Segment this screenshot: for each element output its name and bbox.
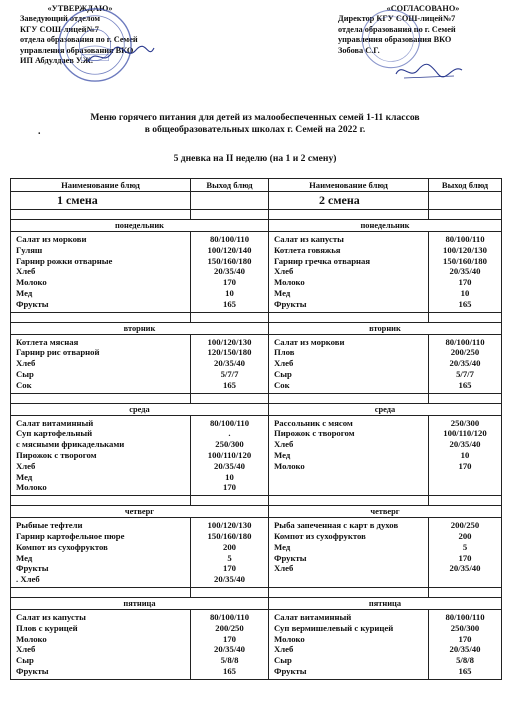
portion-value: 150/160/180 bbox=[207, 530, 252, 541]
approve-line: отдела образования по г. Семей bbox=[20, 35, 138, 45]
menu-table bbox=[10, 178, 502, 680]
portion-list-left bbox=[191, 518, 269, 588]
portion-value: 250/300 bbox=[450, 622, 480, 633]
portion-value: 100/120/130 bbox=[207, 336, 252, 347]
portion-value: 80/100/110 bbox=[445, 611, 485, 622]
dish-name: Гарнир картофельное пюре bbox=[16, 530, 125, 541]
table-row bbox=[11, 415, 502, 496]
dish-name: Мед bbox=[16, 287, 33, 298]
portion-value: 200 bbox=[222, 541, 237, 552]
column-header: Выход блюд bbox=[191, 179, 269, 192]
empty-cell bbox=[269, 496, 429, 506]
portion-value: 80/100/110 bbox=[209, 234, 250, 244]
portion-list-left bbox=[191, 609, 269, 679]
portion-value: 200/250 bbox=[450, 347, 480, 358]
dish-name: Хлеб bbox=[274, 644, 294, 655]
title-line-2: в общеобразовательных школах г. Семей на 2022 г. bbox=[144, 124, 366, 136]
day-label-left: среда bbox=[11, 403, 269, 415]
dish-name: Мед bbox=[274, 541, 291, 552]
dish-name: Мед bbox=[16, 552, 33, 563]
portion-value: 10 bbox=[225, 471, 234, 482]
dish-name: Плов bbox=[274, 347, 295, 358]
portion-list-left bbox=[191, 232, 269, 313]
dish-name: Хлеб bbox=[16, 358, 36, 369]
empty-cell bbox=[269, 393, 429, 403]
portion-value: 165 bbox=[458, 665, 472, 676]
approve-line: Заведующий отделом bbox=[20, 14, 101, 24]
dish-name: Хлеб bbox=[274, 266, 294, 277]
portion-value: 170 bbox=[222, 482, 237, 493]
dish-name: . Хлеб bbox=[16, 574, 40, 585]
approve-line: КГУ СОШ-лицей№7 bbox=[20, 24, 99, 34]
day-header-row bbox=[11, 597, 502, 609]
signature-icon bbox=[394, 58, 464, 84]
dish-name: Хлеб bbox=[16, 266, 36, 277]
empty-cell bbox=[191, 192, 269, 210]
dish-list-left bbox=[11, 415, 191, 496]
approve-signatory: ИП Абдулдаев У.Ж. bbox=[20, 56, 93, 66]
portion-value: 200 bbox=[458, 530, 472, 541]
dish-name: Фрукты bbox=[16, 298, 49, 309]
portion-value: . bbox=[228, 428, 231, 439]
portion-value: 20/35/40 bbox=[449, 563, 481, 574]
empty-cell bbox=[429, 192, 502, 210]
dish-name: Молоко bbox=[274, 460, 305, 471]
empty-cell bbox=[11, 587, 191, 597]
portion-list-right bbox=[429, 518, 502, 588]
day-header-row bbox=[11, 403, 502, 415]
empty-cell bbox=[429, 587, 502, 597]
portion-value: 200/250 bbox=[215, 622, 244, 633]
day-header-row bbox=[11, 220, 502, 232]
dish-name: Сыр bbox=[16, 368, 34, 379]
dish-name: с мясными фрикадельками bbox=[16, 439, 125, 450]
portion-value: 20/35/40 bbox=[214, 460, 245, 471]
dish-name: Компот из сухофруктов bbox=[16, 541, 108, 552]
document-title bbox=[60, 112, 450, 136]
portion-value: 150/160/180 bbox=[207, 255, 252, 266]
day-header-row bbox=[11, 506, 502, 518]
approve-line: управления образования ВКО bbox=[20, 45, 134, 55]
shift-1-label: 1 смена bbox=[11, 192, 191, 210]
table-row bbox=[11, 232, 502, 313]
dish-name: Рыбные тефтели bbox=[16, 520, 83, 531]
dish-name: Фрукты bbox=[274, 552, 307, 563]
dish-name: Салат витаминный bbox=[16, 417, 94, 428]
dish-name: Рассольник с мясом bbox=[274, 417, 353, 428]
portion-value: 5 bbox=[462, 541, 468, 552]
dish-name: Гуляш bbox=[16, 244, 43, 255]
portion-value: 20/35/40 bbox=[214, 574, 245, 585]
portion-value: 20/35/40 bbox=[449, 644, 481, 655]
portion-value: 170 bbox=[458, 633, 472, 644]
dish-name: Хлеб bbox=[274, 563, 294, 574]
empty-cell bbox=[191, 393, 269, 403]
dish-list-left bbox=[11, 232, 191, 313]
dish-name: Котлета говяжья bbox=[274, 244, 341, 255]
portion-value: 20/35/40 bbox=[214, 644, 245, 655]
portion-value: 170 bbox=[458, 277, 472, 288]
portion-value: 165 bbox=[222, 665, 237, 676]
table-row bbox=[11, 609, 502, 679]
table-row bbox=[11, 334, 502, 393]
table-header-row bbox=[11, 179, 502, 192]
empty-cell bbox=[191, 496, 269, 506]
portion-value: 100/120/130 bbox=[443, 244, 487, 255]
dish-list-left bbox=[11, 609, 191, 679]
dish-name: Сыр bbox=[274, 368, 292, 379]
portion-value: 100/110/120 bbox=[443, 428, 487, 439]
dish-name: Мед bbox=[16, 471, 33, 482]
dish-name: Сок bbox=[274, 379, 290, 390]
empty-cell bbox=[11, 312, 191, 322]
day-label-left: пятница bbox=[11, 597, 269, 609]
portion-value: 170 bbox=[222, 563, 237, 574]
spacer-row bbox=[11, 393, 502, 403]
empty-cell bbox=[191, 312, 269, 322]
column-header: Наименование блюд bbox=[11, 179, 191, 192]
portion-value: 5 bbox=[227, 552, 232, 563]
dish-name: Хлеб bbox=[274, 358, 294, 369]
dish-name: Плов с курицей bbox=[16, 622, 78, 633]
dish-name: Молоко bbox=[16, 633, 47, 644]
dish-name: Компот из сухофруктов bbox=[274, 530, 366, 541]
portion-value: 20/35/40 bbox=[449, 266, 481, 277]
dish-name: Фрукты bbox=[16, 665, 49, 676]
portion-value: 165 bbox=[222, 298, 237, 309]
dish-name: Салат из моркови bbox=[274, 336, 345, 347]
day-header-row bbox=[11, 322, 502, 334]
portion-value: 100/120/130 bbox=[207, 520, 252, 531]
day-label-left: понедельник bbox=[11, 220, 269, 232]
day-label-left: четверг bbox=[11, 506, 269, 518]
portion-value: 5/7/7 bbox=[456, 368, 474, 379]
dish-name: Салат из моркови bbox=[16, 234, 87, 244]
empty-cell bbox=[269, 312, 429, 322]
dish-name: Хлеб bbox=[16, 460, 36, 471]
dish-name: Салат из капусты bbox=[274, 234, 344, 244]
dish-name: Сыр bbox=[274, 655, 292, 666]
portion-value: 120/150/180 bbox=[207, 347, 252, 358]
portion-value: 170 bbox=[222, 277, 237, 288]
portion-value: 20/35/40 bbox=[214, 266, 245, 277]
empty-cell bbox=[11, 496, 191, 506]
portion-list-left bbox=[191, 334, 269, 393]
spacer-row bbox=[11, 312, 502, 322]
dish-name: Молоко bbox=[16, 482, 47, 493]
empty-cell bbox=[11, 210, 191, 220]
portion-value: 165 bbox=[222, 379, 237, 390]
portion-value: 10 bbox=[225, 287, 234, 298]
portion-value: 165 bbox=[458, 298, 472, 309]
dish-name: Мед bbox=[274, 287, 291, 298]
dish-list-right bbox=[269, 518, 429, 588]
portion-value: 20/35/40 bbox=[449, 439, 481, 450]
day-label-right: среда bbox=[269, 403, 502, 415]
dish-name: Фрукты bbox=[16, 563, 49, 574]
dish-list-right bbox=[269, 609, 429, 679]
dish-name: Суп картофельный bbox=[16, 428, 93, 439]
portion-value: 150/160/180 bbox=[443, 255, 487, 266]
dish-name: Фрукты bbox=[274, 665, 307, 676]
portion-value: 170 bbox=[458, 552, 472, 563]
approve-line: управления образования ВКО bbox=[338, 35, 452, 45]
approve-line: отдела образования по г. Семей bbox=[338, 24, 456, 34]
portion-list-right bbox=[429, 609, 502, 679]
portion-value: 165 bbox=[458, 379, 472, 390]
approve-signatory: Зобова С.Г. bbox=[338, 45, 380, 55]
portion-value: 80/100/110 bbox=[209, 417, 250, 428]
approval-block-right bbox=[338, 4, 508, 56]
column-header: Наименование блюд bbox=[269, 179, 429, 192]
spacer-row bbox=[11, 210, 502, 220]
portion-value: 20/35/40 bbox=[214, 358, 245, 369]
portion-value: 80/100/110 bbox=[209, 611, 250, 622]
portion-list-right bbox=[429, 334, 502, 393]
empty-cell bbox=[191, 210, 269, 220]
portion-value: 170 bbox=[458, 460, 472, 471]
dish-list-right bbox=[269, 334, 429, 393]
dish-name: Хлеб bbox=[16, 644, 36, 655]
portion-value: 5/7/7 bbox=[220, 368, 239, 379]
dish-name: Гарнир рожки отварные bbox=[16, 255, 113, 266]
empty-cell bbox=[429, 496, 502, 506]
spacer-row bbox=[11, 587, 502, 597]
approve-heading: «УТВЕРЖДАЮ» bbox=[47, 4, 113, 13]
dish-name: Гарнир гречка отварная bbox=[274, 255, 371, 266]
dish-name: Молоко bbox=[274, 633, 305, 644]
portion-value: 5/8/8 bbox=[456, 655, 474, 666]
dish-name: Суп вермишелевый с курицей bbox=[274, 622, 394, 633]
empty-cell bbox=[429, 210, 502, 220]
dish-name: Пирожок с творогом bbox=[16, 449, 97, 460]
dish-list-right bbox=[269, 415, 429, 496]
dish-name: Салат из капусты bbox=[16, 611, 86, 622]
portion-value: 200/250 bbox=[450, 520, 480, 531]
day-label-right: понедельник bbox=[269, 220, 502, 232]
approve-line: Директор КГУ СОШ-лицей№7 bbox=[338, 14, 456, 24]
dish-name: Пирожок с творогом bbox=[274, 428, 355, 439]
dish-name: Сок bbox=[16, 379, 32, 390]
dish-list-right bbox=[269, 232, 429, 313]
shift-2-label: 2 смена bbox=[269, 192, 429, 210]
portion-list-right bbox=[429, 232, 502, 313]
title-line-1: Меню горячего питания для детей из малообеспеченных семей 1-11 классов bbox=[90, 112, 420, 123]
empty-cell bbox=[269, 210, 429, 220]
empty-cell bbox=[429, 312, 502, 322]
column-header: Выход блюд bbox=[429, 179, 502, 192]
portion-value: 100/120/140 bbox=[207, 244, 252, 255]
dish-name: Мед bbox=[274, 449, 291, 460]
dish-name: Сыр bbox=[16, 655, 34, 666]
table-row bbox=[11, 518, 502, 588]
portion-value: 20/35/40 bbox=[449, 358, 481, 369]
empty-cell bbox=[429, 393, 502, 403]
dish-name: Рыба запеченная с карт в духов bbox=[274, 520, 399, 531]
day-label-right: пятница bbox=[269, 597, 502, 609]
approval-block-left bbox=[20, 4, 210, 66]
dish-list-left bbox=[11, 334, 191, 393]
portion-value: 5/8/8 bbox=[220, 655, 239, 666]
dish-name: Гарнир рис отварной bbox=[16, 347, 100, 358]
document-subtitle: 5 дневка на II неделю (на 1 и 2 смену) bbox=[173, 153, 337, 164]
portion-value: 80/100/110 bbox=[445, 336, 485, 347]
dish-name: Салат витаминный bbox=[274, 611, 352, 622]
day-label-right: четверг bbox=[269, 506, 502, 518]
dish-name: Молоко bbox=[16, 277, 47, 288]
portion-list-left bbox=[191, 415, 269, 496]
day-label-right: вторник bbox=[269, 322, 502, 334]
dish-list-left bbox=[11, 518, 191, 588]
portion-list-right bbox=[429, 415, 502, 496]
dish-name: Молоко bbox=[274, 277, 305, 288]
day-label-left: вторник bbox=[11, 322, 269, 334]
empty-cell bbox=[11, 393, 191, 403]
dish-name: Фрукты bbox=[274, 298, 307, 309]
portion-value: 80/100/110 bbox=[445, 234, 485, 244]
portion-value: 100/110/120 bbox=[207, 449, 252, 460]
dish-name: Котлета мясная bbox=[16, 336, 79, 347]
empty-cell bbox=[191, 587, 269, 597]
portion-value: 250/300 bbox=[450, 417, 480, 428]
dish-name: Хлеб bbox=[274, 439, 294, 450]
empty-cell bbox=[269, 587, 429, 597]
portion-value: 250/300 bbox=[215, 439, 244, 450]
stray-dot: . bbox=[38, 126, 41, 137]
shift-row bbox=[11, 192, 502, 210]
portion-value: 170 bbox=[222, 633, 237, 644]
portion-value: 10 bbox=[460, 287, 470, 298]
portion-value: 10 bbox=[460, 449, 470, 460]
approve-heading: «СОГЛАСОВАНО» bbox=[386, 4, 460, 13]
spacer-row bbox=[11, 496, 502, 506]
